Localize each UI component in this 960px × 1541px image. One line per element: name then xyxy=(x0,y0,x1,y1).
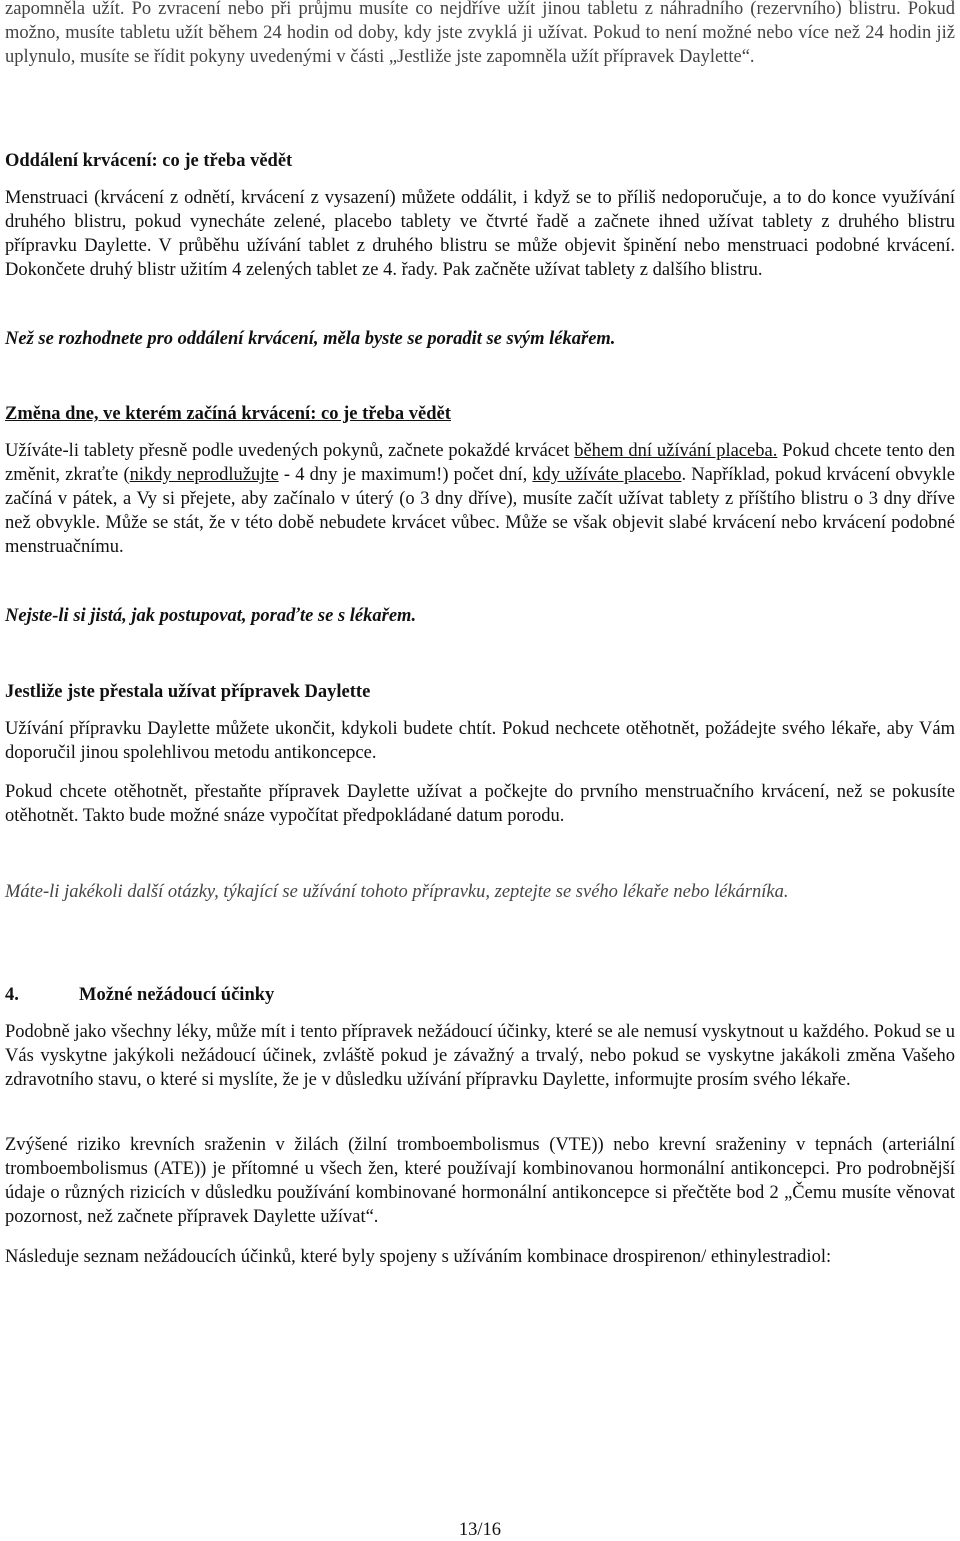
section4-paragraph-1: Podobně jako všechny léky, může mít i tento přípravek nežádoucí účinky, které se ale nemusí vyskytnout u každého. Pokud se u Vás vyskytne jakýkoli nežádoucí účinek, zvláště pokud je závažný a trvalý, nebo pokud se vyskytne jakákoli změna Vašeho zdravotního stavu, o které si myslíte, že je v důsledku užívání přípravku Daylette, informujte prosím svého lékaře. xyxy=(5,1022,955,1090)
intro-paragraph: zapomněla užít. Po zvracení nebo při průjmu musíte co nejdříve užít jinou tabletu z náhradního (rezervního) blistru. Pokud možno, musíte tabletu užít během 24 hodin od doby, kdy jste zvyklá ji užívat. Pokud to není možné nebo více než 24 hodin již uplynulo, musíte se řídit pokyny uvedenými v části „Jestliže jste zapomněla užít přípravek Daylette“. xyxy=(5,0,955,67)
change-paragraph: Užíváte-li tablety přesně podle uvedených pokynů, začnete pokaždé krvácet během dní užívání placeba. Pokud chcete tento den změnit, zkraťte (nikdy neprodlužujte - 4 dny je maximum!) počet dní, kdy užíváte placebo. Například, pokud krvácení obvykle začíná v pátek, a Vy si přejete, aby začínalo v úterý (o 3 dny dříve), musíte začít užívat tablety z příštího blistru o 3 dny dříve než obvykle. Může se stát, že v této době nebudete krvácet vůbec. Může se však objevit slabé krvácení nebo krvácení podobné menstruačnímu. xyxy=(5,441,955,557)
delay-heading: Oddálení krvácení: co je třeba vědět xyxy=(5,151,293,171)
section4-paragraph-2: Zvýšené riziko krevních sraženin v žilách (žilní tromboembolismus (VTE)) nebo krevní sraženiny v tepnách (arteriální tromboembolismus (ATE)) je přítomné u všech žen, které používají kombinovanou hormonální antikoncepci. Pro podrobnější údaje o různých rizicích v důsledku používání kombinované hormonální antikoncepce si přečtěte bod 2 „Čemu musíte věnovat pozornost, než začnete přípravek Daylette užívat“. xyxy=(5,1135,955,1227)
page-number: 13/16 xyxy=(458,1520,502,1540)
stop-paragraph-1: Užívání přípravku Daylette můžete ukončit, kdykoli budete chtít. Pokud nechcete otěhotnět, požádejte svého lékaře, aby Vám doporučil jinou spolehlivou metodu antikoncepce. xyxy=(5,719,955,763)
change-note: Nejste-li si jistá, jak postupovat, poraďte se s lékařem. xyxy=(5,606,417,626)
change-heading: Změna dne, ve kterém začíná krvácení: co je třeba vědět xyxy=(5,404,451,424)
section4-number: 4. xyxy=(5,985,19,1005)
delay-note: Než se rozhodnete pro oddálení krvácení, měla byste se poradit se svým lékařem. xyxy=(5,329,616,349)
stop-paragraph-2: Pokud chcete otěhotnět, přestaňte přípravek Daylette užívat a počkejte do prvního menstruačního krvácení, než se pokusíte otěhotnět. Takto bude možné snáze vypočítat předpokládané datum porodu. xyxy=(5,782,955,826)
section4-heading: 4. Možné nežádoucí účinky xyxy=(5,985,275,1005)
delay-paragraph: Menstruaci (krvácení z odnětí, krvácení z vysazení) můžete oddálit, i když se to příliš nedoporučuje, a to do konce využívání druhého blistru, pokud vynecháte zelené, placebo tablety ve čtvrté řadě a začnete ihned užívat tablety z druhého blistru přípravku Daylette. V průběhu užívání tablet z druhého blistru se může objevit špinění nebo menstruaci podobné krvácení. Dokončete druhý blistr užitím 4 zelených tablet ze 4. řady. Pak začněte užívat tablety z dalšího blistru. xyxy=(5,188,955,280)
stop-heading: Jestliže jste přestala užívat přípravek Daylette xyxy=(5,682,371,702)
questions-note: Máte-li jakékoli další otázky, týkající se užívání tohoto přípravku, zeptejte se svého lékaře nebo lékárníka. xyxy=(5,882,789,902)
section4-paragraph-3: Následuje seznam nežádoucích účinků, které byly spojeny s užíváním kombinace drospirenon/ ethinylestradiol: xyxy=(5,1247,832,1267)
